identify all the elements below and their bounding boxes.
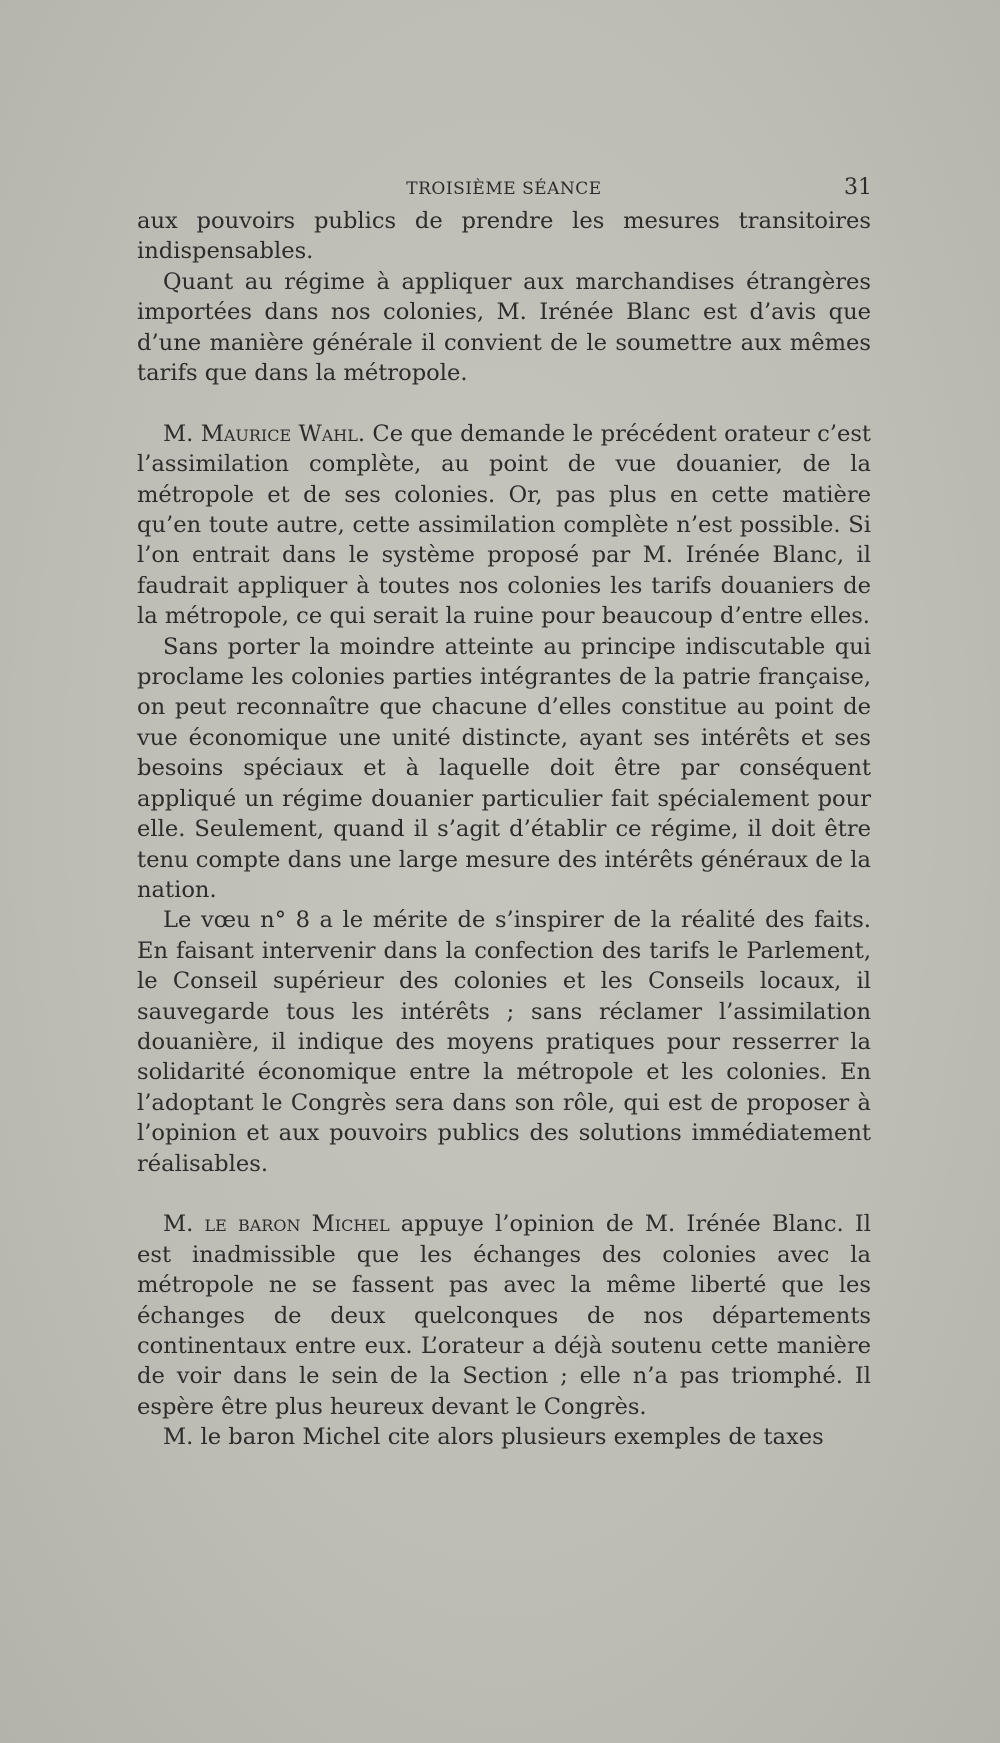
body-text: [137, 206, 871, 1453]
paragraph-5: Le vœu n° 8 a le mérite de s’inspirer de la réalité des faits. En faisant intervenir dans la confection des tarifs le Parlement, le Conseil supérieur des colonies et les Conseils locaux, il sauvegarde tous les intérêts ; sans réclamer l’assimilation douanière, il indique des moyens pratiques pour resserrer la solidarité économique entre la métropole et les colonies. En l’adoptant le Congrès sera dans son rôle, qui est de proposer à l’opinion et aux pouvoirs publics des solutions immédiatement réalisables.: [137, 907, 871, 1177]
speech-text: . Ce que demande le précédent orateur c’est l’assimilation complète, au point de vue douanier, de la métropole et de ses colonies. Or, pas plus en cette matière qu’en toute autre, cette assimilation complète n’est possible. Si l’on entrait dans le système proposé par M. Irénée Blanc, il faudrait appliquer à toutes nos colonies les tarifs douaniers de la métropole, ce qui serait la ruine pour beaucoup d’entre elles.: [137, 420, 872, 630]
paragraph-1: aux pouvoirs publics de prendre les mesures transitoires indispensables.: [137, 208, 871, 265]
running-head: TROISIÈME SÉANCE: [406, 179, 602, 199]
paragraph-3: [137, 419, 871, 632]
speaker-prefix: M.: [163, 1211, 205, 1238]
paragraph-7: M. le baron Michel cite alors plusieurs exemples de taxes: [163, 1424, 824, 1451]
paragraph-2: Quant au régime à appliquer aux marchandises étrangères importées dans nos colonies, M. Irénée Blanc est d’avis que d’une manière générale il convient de le soumettre aux mêmes tarifs que dans la métropole.: [137, 268, 871, 387]
speaker-name: Maurice Wahl: [200, 420, 358, 447]
paragraph-4: Sans porter la moindre atteinte au principe indiscutable qui proclame les colonies parties intégrantes de la patrie française, on peut reconnaître que chacune d’elles constitue au point de vue économique une unité distincte, ayant ses intérêts et ses besoins spéciaux et à laquelle doit être par conséquent appliqué un régime douanier particulier fait spécialement pour elle. Seulement, quand il s’agit d’établir ce régime, il doit être tenu compte dans une large mesure des intérêts généraux de la nation.: [137, 633, 871, 903]
page-number: 31: [844, 175, 872, 200]
paragraph-6: [137, 1209, 871, 1422]
speech-text: appuye l’opinion de M. Irénée Blanc. Il est inadmissible que les échanges des colonies avec la métropole ne se fassent pas avec la même liberté que les échanges de deux quelconques de nos départements continentaux entre eux. L’orateur a déjà soutenu cette manière de voir dans le sein de la Section ; elle n’a pas triomphé. Il espère être plus heureux devant le Congrès.: [137, 1211, 871, 1420]
speaker-name: le baron Michel: [204, 1211, 390, 1238]
speaker-prefix: M.: [163, 420, 201, 447]
page-header: [136, 175, 872, 205]
